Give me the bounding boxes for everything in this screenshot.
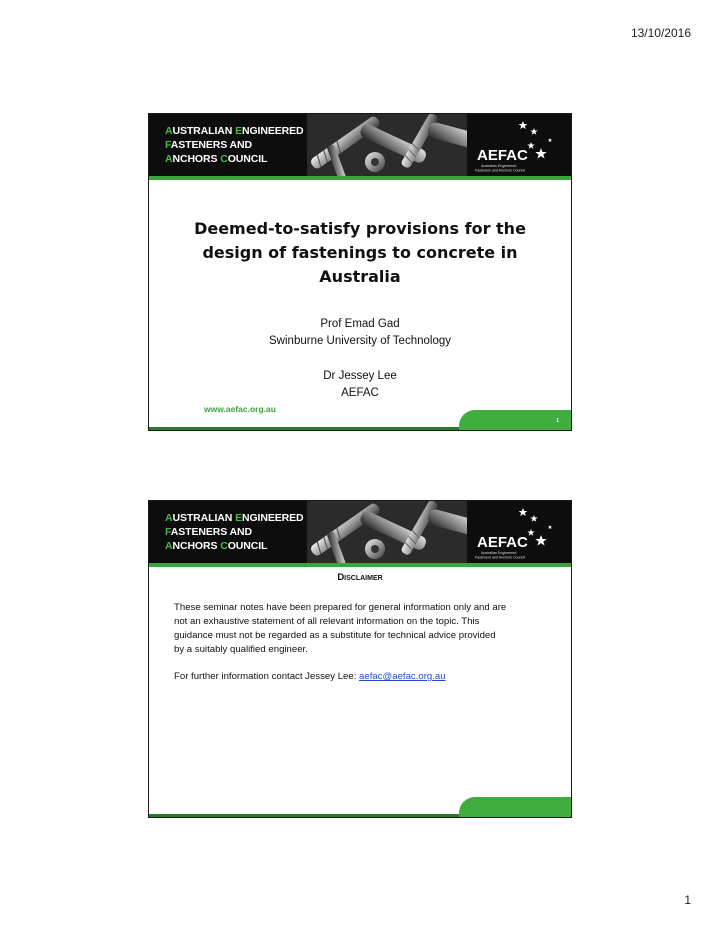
council-wordmark: AUSTRALIAN ENGINEERED FASTENERS AND ANCHORS COUNCIL xyxy=(165,125,304,165)
star-icon xyxy=(527,529,534,536)
slide-title-text: Deemed-to-satisfy provisions for the design of fastenings to concrete in Australia xyxy=(194,219,526,286)
svg-text:AEFAC: AEFAC xyxy=(477,534,528,551)
slide-title xyxy=(148,113,572,431)
author-block-1: Prof Emad Gad Swinburne University of Technology xyxy=(269,318,451,347)
star-icon xyxy=(548,525,552,529)
fasteners-photo xyxy=(307,114,467,176)
footer-tab xyxy=(459,797,571,817)
disclaimer-heading: Disclaimer xyxy=(337,572,383,583)
contact-email-link[interactable]: aefac@aefac.org.au xyxy=(359,671,446,682)
slide-disclaimer xyxy=(148,500,572,818)
svg-text:Fasteners and Anchors Council: Fasteners and Anchors Council xyxy=(475,555,525,560)
slide-number: 1 xyxy=(556,418,559,424)
disclaimer-contact: For further information contact Jessey Lee: aefac@aefac.org.au xyxy=(174,671,446,682)
svg-text:AEFAC: AEFAC xyxy=(477,147,528,164)
author-block-2: Dr Jessey Lee AEFAC xyxy=(323,370,397,399)
fasteners-photo xyxy=(307,501,467,563)
svg-text:Australian Engineered: Australian Engineered xyxy=(481,164,517,168)
star-icon xyxy=(548,138,552,142)
footer-tab xyxy=(459,410,571,430)
star-icon xyxy=(530,128,537,135)
page-date: 13/10/2016 xyxy=(630,26,691,40)
aefac-logo xyxy=(471,118,561,174)
star-icon xyxy=(535,148,547,159)
star-icon xyxy=(527,142,534,149)
star-icon xyxy=(535,535,547,546)
slide-banner xyxy=(149,501,571,567)
council-wordmark: AUSTRALIAN ENGINEERED FASTENERS AND ANCHORS COUNCIL xyxy=(165,512,304,552)
star-icon xyxy=(519,121,528,129)
svg-text:Australian Engineered: Australian Engineered xyxy=(481,551,517,555)
aefac-logo xyxy=(471,505,561,561)
disclaimer-body: These seminar notes have been prepared for general information only and are not an exhaustive statement of all relevant information on the topic. This guidance must not be regarded as a substitute for technical advice provided by a suitably qualified engineer. xyxy=(174,602,507,655)
slide-banner xyxy=(149,114,571,180)
star-icon xyxy=(530,515,537,522)
page-number: 1 xyxy=(684,893,691,907)
star-icon xyxy=(519,508,528,516)
svg-text:Fasteners and Anchors Council: Fasteners and Anchors Council xyxy=(475,168,525,173)
website-link[interactable]: www.aefac.org.au xyxy=(204,404,276,414)
